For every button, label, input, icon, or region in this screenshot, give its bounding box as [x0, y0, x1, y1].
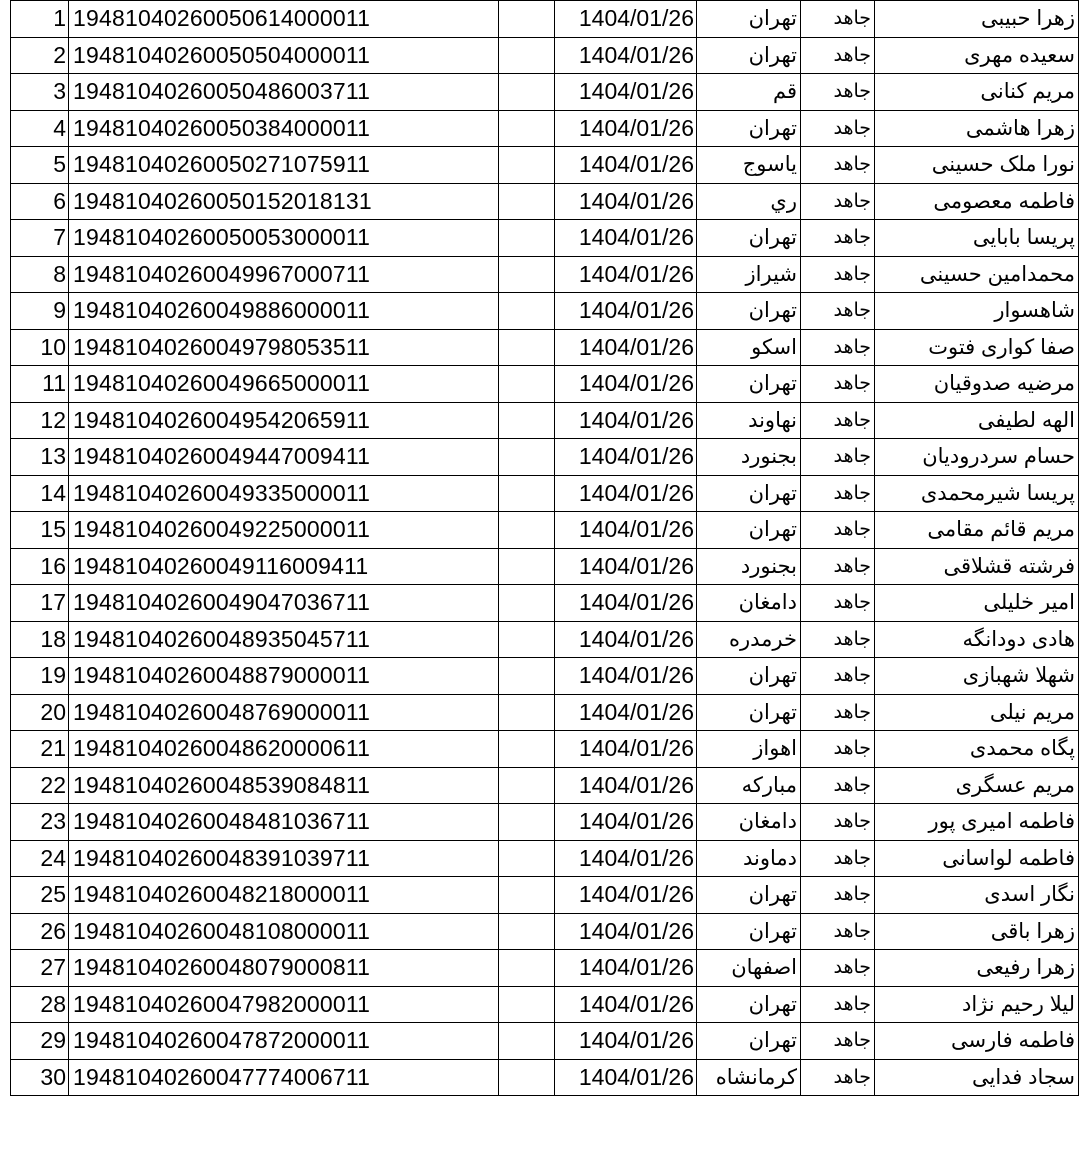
row-number-cell: 15 — [11, 512, 69, 549]
row-number-cell: 21 — [11, 731, 69, 768]
date-cell: 1404/01/26 — [555, 183, 697, 220]
person-name-cell: پریسا بابایی — [875, 220, 1079, 257]
table-row — [11, 731, 1079, 768]
row-number-cell: 23 — [11, 804, 69, 841]
tracking-code-cell: 19481040260048879000011 — [69, 658, 499, 695]
row-number-cell: 1 — [11, 1, 69, 38]
date-cell: 1404/01/26 — [555, 147, 697, 184]
empty-cell — [499, 731, 555, 768]
status-cell: جاهد — [801, 110, 875, 147]
city-cell: تهران — [697, 293, 801, 330]
tracking-code-cell: 19481040260049335000011 — [69, 475, 499, 512]
city-cell: تهران — [697, 694, 801, 731]
empty-cell — [499, 621, 555, 658]
row-number-cell: 17 — [11, 585, 69, 622]
status-cell: جاهد — [801, 475, 875, 512]
status-cell: جاهد — [801, 621, 875, 658]
tracking-code-cell: 19481040260049665000011 — [69, 366, 499, 403]
city-cell: دماوند — [697, 840, 801, 877]
status-cell: جاهد — [801, 256, 875, 293]
empty-cell — [499, 402, 555, 439]
tracking-code-cell: 19481040260047982000011 — [69, 986, 499, 1023]
results-table-body — [11, 1, 1079, 1096]
date-cell: 1404/01/26 — [555, 840, 697, 877]
tracking-code-cell: 19481040260048935045711 — [69, 621, 499, 658]
row-number-cell: 24 — [11, 840, 69, 877]
city-cell: تهران — [697, 1023, 801, 1060]
date-cell: 1404/01/26 — [555, 731, 697, 768]
tracking-code-cell: 19481040260048218000011 — [69, 877, 499, 914]
city-cell: خرمدره — [697, 621, 801, 658]
tracking-code-cell: 19481040260048769000011 — [69, 694, 499, 731]
tracking-code-cell: 19481040260048481036711 — [69, 804, 499, 841]
empty-cell — [499, 475, 555, 512]
table-row — [11, 110, 1079, 147]
row-number-cell: 11 — [11, 366, 69, 403]
table-row — [11, 37, 1079, 74]
city-cell: اصفهان — [697, 950, 801, 987]
city-cell: نهاوند — [697, 402, 801, 439]
city-cell: تهران — [697, 37, 801, 74]
status-cell: جاهد — [801, 804, 875, 841]
empty-cell — [499, 74, 555, 111]
tracking-code-cell: 19481040260048620000611 — [69, 731, 499, 768]
empty-cell — [499, 548, 555, 585]
row-number-cell: 10 — [11, 329, 69, 366]
row-number-cell: 2 — [11, 37, 69, 74]
row-number-cell: 25 — [11, 877, 69, 914]
city-cell: تهران — [697, 1, 801, 38]
table-row — [11, 804, 1079, 841]
person-name-cell: صفا کواری فتوت — [875, 329, 1079, 366]
city-cell: تهران — [697, 366, 801, 403]
city-cell: تهران — [697, 220, 801, 257]
date-cell: 1404/01/26 — [555, 986, 697, 1023]
table-row — [11, 1, 1079, 38]
table-row — [11, 256, 1079, 293]
person-name-cell: پگاه محمدی — [875, 731, 1079, 768]
date-cell: 1404/01/26 — [555, 329, 697, 366]
status-cell: جاهد — [801, 913, 875, 950]
tracking-code-cell: 19481040260048539084811 — [69, 767, 499, 804]
city-cell: بجنورد — [697, 439, 801, 476]
table-row — [11, 621, 1079, 658]
table-row — [11, 74, 1079, 111]
person-name-cell: زهرا هاشمی — [875, 110, 1079, 147]
empty-cell — [499, 147, 555, 184]
tracking-code-cell: 19481040260048391039711 — [69, 840, 499, 877]
date-cell: 1404/01/26 — [555, 256, 697, 293]
table-row — [11, 475, 1079, 512]
tracking-code-cell: 19481040260048108000011 — [69, 913, 499, 950]
person-name-cell: فاطمه امیری پور — [875, 804, 1079, 841]
row-number-cell: 5 — [11, 147, 69, 184]
date-cell: 1404/01/26 — [555, 767, 697, 804]
city-cell: اهواز — [697, 731, 801, 768]
city-cell: تهران — [697, 877, 801, 914]
status-cell: جاهد — [801, 512, 875, 549]
status-cell: جاهد — [801, 1023, 875, 1060]
person-name-cell: فاطمه معصومی — [875, 183, 1079, 220]
empty-cell — [499, 256, 555, 293]
empty-cell — [499, 37, 555, 74]
table-row — [11, 512, 1079, 549]
date-cell: 1404/01/26 — [555, 439, 697, 476]
city-cell: یاسوج — [697, 147, 801, 184]
tracking-code-cell: 19481040260050614000011 — [69, 1, 499, 38]
status-cell: جاهد — [801, 1, 875, 38]
status-cell: جاهد — [801, 731, 875, 768]
date-cell: 1404/01/26 — [555, 110, 697, 147]
person-name-cell: نگار اسدی — [875, 877, 1079, 914]
city-cell: بجنورد — [697, 548, 801, 585]
table-row — [11, 913, 1079, 950]
row-number-cell: 30 — [11, 1059, 69, 1096]
person-name-cell: زهرا حبیبی — [875, 1, 1079, 38]
date-cell: 1404/01/26 — [555, 37, 697, 74]
person-name-cell: لیلا رحیم نژاد — [875, 986, 1079, 1023]
row-number-cell: 19 — [11, 658, 69, 695]
empty-cell — [499, 183, 555, 220]
status-cell: جاهد — [801, 950, 875, 987]
date-cell: 1404/01/26 — [555, 402, 697, 439]
status-cell: جاهد — [801, 366, 875, 403]
empty-cell — [499, 439, 555, 476]
tracking-code-cell: 19481040260049047036711 — [69, 585, 499, 622]
status-cell: جاهد — [801, 220, 875, 257]
empty-cell — [499, 877, 555, 914]
person-name-cell: مرضیه صدوقیان — [875, 366, 1079, 403]
row-number-cell: 18 — [11, 621, 69, 658]
empty-cell — [499, 1059, 555, 1096]
date-cell: 1404/01/26 — [555, 74, 697, 111]
status-cell: جاهد — [801, 439, 875, 476]
row-number-cell: 6 — [11, 183, 69, 220]
table-row — [11, 767, 1079, 804]
city-cell: اسکو — [697, 329, 801, 366]
city-cell: دامغان — [697, 585, 801, 622]
table-row — [11, 220, 1079, 257]
table-row — [11, 950, 1079, 987]
city-cell: دامغان — [697, 804, 801, 841]
date-cell: 1404/01/26 — [555, 1059, 697, 1096]
table-row — [11, 986, 1079, 1023]
city-cell: تهران — [697, 475, 801, 512]
person-name-cell: شاهسوار — [875, 293, 1079, 330]
row-number-cell: 3 — [11, 74, 69, 111]
city-cell: تهران — [697, 913, 801, 950]
tracking-code-cell: 19481040260049116009411 — [69, 548, 499, 585]
person-name-cell: فاطمه لواسانی — [875, 840, 1079, 877]
city-cell: تهران — [697, 512, 801, 549]
row-number-cell: 22 — [11, 767, 69, 804]
table-row — [11, 1023, 1079, 1060]
status-cell: جاهد — [801, 548, 875, 585]
city-cell: قم — [697, 74, 801, 111]
table-row — [11, 366, 1079, 403]
person-name-cell: مریم نیلی — [875, 694, 1079, 731]
date-cell: 1404/01/26 — [555, 621, 697, 658]
empty-cell — [499, 1023, 555, 1060]
date-cell: 1404/01/26 — [555, 366, 697, 403]
table-row — [11, 658, 1079, 695]
row-number-cell: 28 — [11, 986, 69, 1023]
table-row — [11, 183, 1079, 220]
city-cell: تهران — [697, 658, 801, 695]
table-row — [11, 147, 1079, 184]
status-cell: جاهد — [801, 877, 875, 914]
person-name-cell: سجاد فدایی — [875, 1059, 1079, 1096]
person-name-cell: امیر خلیلی — [875, 585, 1079, 622]
empty-cell — [499, 293, 555, 330]
empty-cell — [499, 110, 555, 147]
date-cell: 1404/01/26 — [555, 512, 697, 549]
table-row — [11, 585, 1079, 622]
tracking-code-cell: 19481040260050152018131 — [69, 183, 499, 220]
row-number-cell: 29 — [11, 1023, 69, 1060]
person-name-cell: محمدامین حسینی — [875, 256, 1079, 293]
status-cell: جاهد — [801, 840, 875, 877]
person-name-cell: نورا ملک حسینی — [875, 147, 1079, 184]
city-cell: تهران — [697, 110, 801, 147]
person-name-cell: زهرا رفیعی — [875, 950, 1079, 987]
person-name-cell: حسام سردرودیان — [875, 439, 1079, 476]
empty-cell — [499, 329, 555, 366]
status-cell: جاهد — [801, 402, 875, 439]
tracking-code-cell: 19481040260049447009411 — [69, 439, 499, 476]
status-cell: جاهد — [801, 585, 875, 622]
table-row — [11, 1059, 1079, 1096]
results-table — [10, 0, 1079, 1096]
person-name-cell: زهرا باقی — [875, 913, 1079, 950]
empty-cell — [499, 950, 555, 987]
date-cell: 1404/01/26 — [555, 585, 697, 622]
status-cell: جاهد — [801, 986, 875, 1023]
row-number-cell: 13 — [11, 439, 69, 476]
city-cell: ري — [697, 183, 801, 220]
person-name-cell: الهه لطیفی — [875, 402, 1079, 439]
empty-cell — [499, 804, 555, 841]
tracking-code-cell: 19481040260047774006711 — [69, 1059, 499, 1096]
empty-cell — [499, 512, 555, 549]
tracking-code-cell: 19481040260047872000011 — [69, 1023, 499, 1060]
person-name-cell: مریم عسگری — [875, 767, 1079, 804]
row-number-cell: 7 — [11, 220, 69, 257]
table-row — [11, 402, 1079, 439]
tracking-code-cell: 19481040260049967000711 — [69, 256, 499, 293]
tracking-code-cell: 19481040260050486003711 — [69, 74, 499, 111]
date-cell: 1404/01/26 — [555, 950, 697, 987]
status-cell: جاهد — [801, 694, 875, 731]
row-number-cell: 26 — [11, 913, 69, 950]
table-row — [11, 548, 1079, 585]
date-cell: 1404/01/26 — [555, 913, 697, 950]
tracking-code-cell: 19481040260049798053511 — [69, 329, 499, 366]
person-name-cell: فاطمه فارسی — [875, 1023, 1079, 1060]
empty-cell — [499, 658, 555, 695]
empty-cell — [499, 694, 555, 731]
city-cell: شیراز — [697, 256, 801, 293]
table-row — [11, 694, 1079, 731]
date-cell: 1404/01/26 — [555, 548, 697, 585]
row-number-cell: 20 — [11, 694, 69, 731]
table-row — [11, 877, 1079, 914]
empty-cell — [499, 585, 555, 622]
row-number-cell: 14 — [11, 475, 69, 512]
status-cell: جاهد — [801, 767, 875, 804]
date-cell: 1404/01/26 — [555, 293, 697, 330]
status-cell: جاهد — [801, 658, 875, 695]
empty-cell — [499, 767, 555, 804]
status-cell: جاهد — [801, 293, 875, 330]
person-name-cell: هادی دودانگه — [875, 621, 1079, 658]
table-row — [11, 329, 1079, 366]
empty-cell — [499, 986, 555, 1023]
row-number-cell: 4 — [11, 110, 69, 147]
empty-cell — [499, 913, 555, 950]
row-number-cell: 12 — [11, 402, 69, 439]
date-cell: 1404/01/26 — [555, 804, 697, 841]
empty-cell — [499, 1, 555, 38]
tracking-code-cell: 19481040260050271075911 — [69, 147, 499, 184]
empty-cell — [499, 840, 555, 877]
empty-cell — [499, 366, 555, 403]
tracking-code-cell: 19481040260048079000811 — [69, 950, 499, 987]
person-name-cell: مریم کنانی — [875, 74, 1079, 111]
city-cell: مبارکه — [697, 767, 801, 804]
row-number-cell: 8 — [11, 256, 69, 293]
tracking-code-cell: 19481040260049886000011 — [69, 293, 499, 330]
status-cell: جاهد — [801, 329, 875, 366]
status-cell: جاهد — [801, 183, 875, 220]
table-row — [11, 840, 1079, 877]
person-name-cell: پریسا شیرمحمدی — [875, 475, 1079, 512]
person-name-cell: فرشته قشلاقی — [875, 548, 1079, 585]
date-cell: 1404/01/26 — [555, 658, 697, 695]
date-cell: 1404/01/26 — [555, 1, 697, 38]
row-number-cell: 16 — [11, 548, 69, 585]
tracking-code-cell: 19481040260049225000011 — [69, 512, 499, 549]
status-cell: جاهد — [801, 37, 875, 74]
city-cell: کرمانشاه — [697, 1059, 801, 1096]
tracking-code-cell: 19481040260049542065911 — [69, 402, 499, 439]
status-cell: جاهد — [801, 1059, 875, 1096]
date-cell: 1404/01/26 — [555, 475, 697, 512]
city-cell: تهران — [697, 986, 801, 1023]
date-cell: 1404/01/26 — [555, 694, 697, 731]
empty-cell — [499, 220, 555, 257]
date-cell: 1404/01/26 — [555, 220, 697, 257]
tracking-code-cell: 19481040260050384000011 — [69, 110, 499, 147]
tracking-code-cell: 19481040260050504000011 — [69, 37, 499, 74]
person-name-cell: مریم قائم مقامی — [875, 512, 1079, 549]
tracking-code-cell: 19481040260050053000011 — [69, 220, 499, 257]
status-cell: جاهد — [801, 147, 875, 184]
row-number-cell: 9 — [11, 293, 69, 330]
person-name-cell: سعیده مهری — [875, 37, 1079, 74]
table-row — [11, 439, 1079, 476]
person-name-cell: شهلا شهبازی — [875, 658, 1079, 695]
date-cell: 1404/01/26 — [555, 1023, 697, 1060]
date-cell: 1404/01/26 — [555, 877, 697, 914]
row-number-cell: 27 — [11, 950, 69, 987]
status-cell: جاهد — [801, 74, 875, 111]
table-row — [11, 293, 1079, 330]
